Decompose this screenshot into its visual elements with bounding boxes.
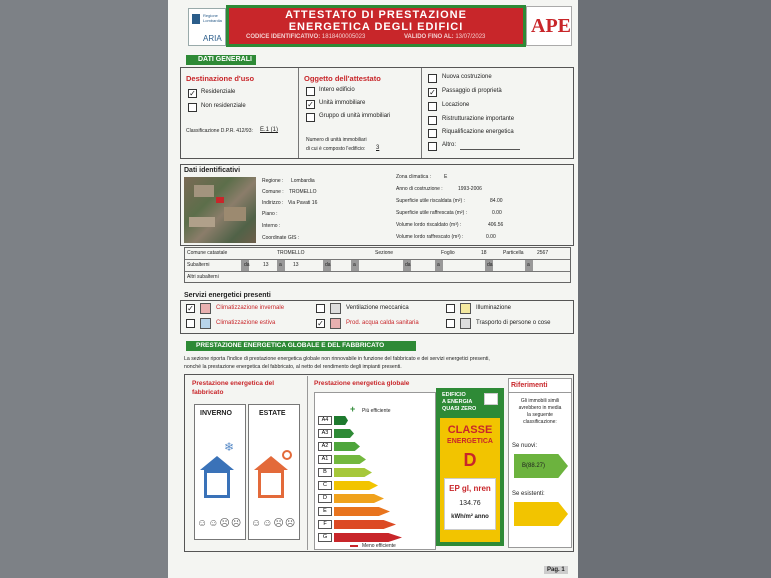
foglio-label: Foglio [441,250,455,256]
prestazione-intro-line2: nonché la prestazione energetica del fabbricato, al netto del rendimento degli impianti presenti. [184,364,402,370]
nzeb-line2: A ENERGIA [442,399,473,405]
ape-logo [526,6,572,46]
scale-label-a4: A4 [318,416,332,425]
code-label: CODICE IDENTIFICATIVO: [246,34,321,40]
ep-unit: kWh/m² anno [451,514,489,520]
se-nuovi-value: B(88.27) [522,463,546,469]
vol-risc-value: 406.56 [488,222,504,228]
locazione-label: Locazione [442,102,470,108]
indirizzo-label: Indirizzo : [262,200,284,206]
unita-immobiliare-label: Unità immobiliare [319,100,366,106]
numero-unita-value: 3 [376,145,380,151]
classificazione-label: Classificazione D.P.R. 412/93: [186,128,253,134]
section-dati-generali: DATI GENERALI [186,55,256,65]
vol-risc-label: Volume lordo riscaldato (m³) : [396,222,462,228]
plus-icon: + [350,404,356,414]
scale-bar-f [334,520,396,529]
ep-value: 134.76 [459,500,481,507]
numero-unita-line1: Numero di unità immobiliari [306,137,367,143]
trasporto-label: Trasporto di persone o cose [476,320,551,326]
nzeb-checkbox[interactable] [484,393,498,405]
classe-value: D [463,450,477,470]
air-conditioner-icon [200,318,211,329]
subalterni-da-4-label: da [487,262,493,268]
indirizzo-value: Via Pavati 16 [288,200,318,206]
riqualificazione-label: Riqualificazione energetica [442,129,514,135]
comune-catastale-label: Comune catastale [187,250,228,256]
header-title-line2: ENERGETICA DEGLI EDIFICI [288,21,464,33]
scale-bar-g [334,533,402,542]
piu-efficiente-label: Più efficiente [362,408,391,414]
winter-house-icon [200,456,234,470]
clima-invernale-label: Climatizzazione invernale [216,305,285,311]
subalterni-da-2-label: da [325,262,331,268]
riferimenti-text-3: la seguente [527,412,553,418]
scale-label-d: D [318,494,332,503]
residenziale-checkbox[interactable]: ✓ [189,89,196,98]
vol-raff-label: Volume lordo raffrescato (m³) : [396,234,464,240]
header-banner [226,5,526,47]
se-esistenti-label: Se esistenti: [512,491,545,497]
winter-house-body [204,470,230,498]
comune-value: TROMELLO [289,189,317,195]
vol-raff-value: 0.00 [486,234,496,240]
unita-immobiliare-checkbox[interactable]: ✓ [307,100,314,109]
riferimenti-text-1: Gli immobili simili [520,398,560,404]
altro-checkbox[interactable] [428,142,437,151]
regione-value: Lombardia [291,178,315,184]
background-left [0,0,168,578]
non-residenziale-checkbox[interactable] [188,103,197,112]
illuminazione-checkbox[interactable] [446,304,455,313]
altro-label: Altro: [442,142,457,148]
classe-label: CLASSE [447,424,493,436]
intero-edificio-checkbox[interactable] [306,87,315,96]
sun-icon [282,450,292,460]
anno-value: 1993-2006 [458,186,482,192]
interno-label: Interno : [262,223,281,229]
destinazione-title: Destinazione d'uso [186,74,255,83]
scale-bar-c [334,481,378,490]
riferimenti-title: Riferimenti [511,382,548,389]
sup-raff-value: 0.00 [492,210,502,216]
scale-label-a3: A3 [318,429,332,438]
ventilazione-checkbox[interactable] [316,304,325,313]
elevator-icon [460,318,471,329]
fabbricato-title-line1: Prestazione energetica del [192,380,275,387]
subalterni-a-3-label: a [437,262,440,268]
subalterni-label: Subalterni [187,262,210,268]
scale-label-c: C [318,481,332,490]
acqua-calda-checkbox[interactable]: ✓ [317,319,324,328]
nzeb-line1: EDIFICIO [442,392,466,398]
section-prestazione: PRESTAZIONE ENERGETICA GLOBALE E DEL FABBRICATO [186,341,416,351]
classificazione-value: E.1 (1) [260,127,279,133]
riqualificazione-checkbox[interactable] [428,129,437,138]
gruppo-unita-label: Gruppo di unità immobiliari [319,113,391,119]
snowflake-icon: ❄ [224,440,235,454]
servizi-title: Servizi energetici presenti [184,292,271,299]
header-logo-left: Regione Lombardia ARIA [188,8,226,46]
subalterni-a-label: a [279,262,282,268]
subalterni-da-value: 13 [263,262,269,268]
scale-bar-e [334,507,390,516]
se-nuovi-label: Se nuovi: [512,443,538,449]
header-title-line1: ATTESTATO DI PRESTAZIONE [285,9,467,21]
non-residenziale-label: Non residenziale [201,103,246,109]
prestazione-intro-line1: La sezione riporta l'indice di prestazione energetica globale non rinnovabile in funzione del fabbricato e dei servizi energetici presenti, [184,356,490,362]
scale-bar-d [334,494,384,503]
estate-rating-icons: ☺☺☹☹ [251,518,297,529]
anno-label: Anno di costruzione : [396,186,443,192]
illuminazione-label: Illuminazione [476,305,512,311]
particella-value: 2567 [537,250,549,256]
aerial-photo [184,177,256,243]
sup-risc-label: Superficie utile riscaldata (m²) : [396,198,465,204]
locazione-checkbox[interactable] [428,102,437,111]
scale-bar-a1 [334,455,366,464]
clima-estiva-checkbox[interactable] [186,319,195,328]
riferimenti-text-2: avrebbero in media [518,405,562,411]
trasporto-checkbox[interactable] [446,319,455,328]
sezione-label: Sezione [375,250,394,256]
scale-label-a1: A1 [318,455,332,464]
ape-logo-text: APE [531,15,571,37]
ventilazione-label: Ventilazione meccanica [346,305,409,311]
riferimenti-text-4: classificazione: [523,419,557,425]
nuova-costruzione-label: Nuova costruzione [442,74,492,80]
comune-label: Comune : [262,189,284,195]
aria-logo-text: ARIA [203,34,222,43]
numero-unita-line2: di cui è composto l'edificio: [306,146,366,152]
intero-edificio-label: Intero edificio [319,87,355,93]
meno-efficiente-label: Meno efficiente [362,543,396,549]
zona-label: Zona climatica : [396,174,432,180]
oggetto-title: Oggetto dell'attestato [304,74,381,83]
ristrutturazione-checkbox[interactable] [428,116,437,125]
piano-label: Piano : [262,211,278,217]
water-heater-icon [330,318,341,329]
regione-label: Regione : [262,178,284,184]
residenziale-label: Residenziale [201,89,236,95]
energetica-label: ENERGETICA [447,438,493,445]
scale-bar-a2 [334,442,360,451]
ep-label: EP gl, nren [449,484,491,493]
estate-label: ESTATE [259,410,286,417]
page-number: Pag. 1 [544,566,568,574]
gruppo-unita-checkbox[interactable] [306,113,315,122]
document-page [168,0,578,578]
clima-invernale-checkbox[interactable]: ✓ [187,304,194,313]
catasto-table [184,247,571,283]
scale-label-a2: A2 [318,442,332,451]
clima-estiva-label: Climatizzazione estiva [216,320,276,326]
subalterni-da-3-label: da [405,262,411,268]
scale-label-b: B [318,468,332,477]
acqua-calda-label: Prod. acqua calda sanitaria [346,320,419,326]
particella-label: Particella [503,250,524,256]
valid-value: 13/07/2023 [455,34,486,40]
subalterni-a-2-label: a [353,262,356,268]
sup-risc-value: 84.00 [490,198,503,204]
scale-label-g: G [318,533,332,542]
passaggio-proprieta-checkbox[interactable]: ✓ [429,88,436,97]
passaggio-proprieta-label: Passaggio di proprietà [442,88,502,94]
globale-title: Prestazione energetica globale [314,380,410,387]
sup-raff-label: Superficie utile raffrescata (m²) : [396,210,468,216]
subalterni-da-label: da [244,262,250,268]
nzeb-line3: QUASI ZERO [442,406,477,412]
comune-catastale-value: TROMELLO [277,250,305,256]
fabbricato-title-line2: fabbricato [192,389,224,396]
fan-icon [330,303,341,314]
inverno-label: INVERNO [200,410,232,417]
background-right [578,0,771,578]
nuova-costruzione-checkbox[interactable] [428,74,437,83]
subalterni-a-4-label: a [527,262,530,268]
summer-house-body [258,470,284,498]
scale-bar-b [334,468,372,477]
scale-bar-a4 [334,416,348,425]
altri-subalterni-label: Altri subalterni [187,274,219,280]
radiator-icon [200,303,211,314]
lightbulb-icon [460,303,471,314]
se-esistenti-arrow [514,502,568,526]
minus-icon [350,545,358,547]
scale-bar-a3 [334,429,354,438]
subalterni-a-value: 13 [293,262,299,268]
scale-label-e: E [318,507,332,516]
scale-label-f: F [318,520,332,529]
foglio-value: 18 [481,250,487,256]
valid-label: VALIDO FINO AL: [404,34,454,40]
dati-identificativi-title: Dati identificativi [184,167,241,174]
code-value: 1818400005023 [321,34,366,40]
ristrutturazione-label: Ristrutturazione importante [442,116,515,122]
coordinate-label: Coordinate GIS : [262,235,300,241]
zona-value: E [444,174,448,180]
inverno-rating-icons: ☺☺☹☹ [197,518,243,529]
